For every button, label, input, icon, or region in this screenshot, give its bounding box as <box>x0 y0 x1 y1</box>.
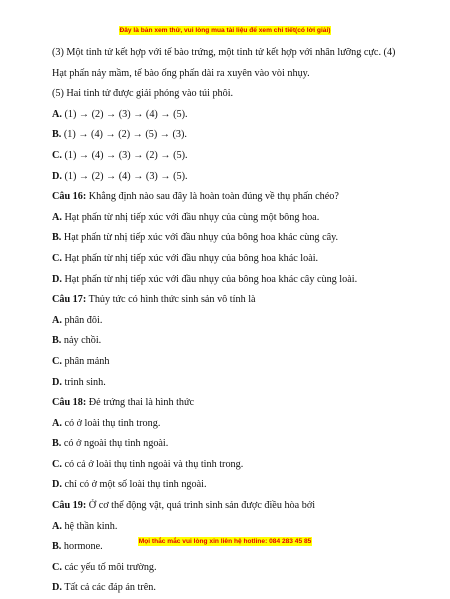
option-text: hệ thần kinh. <box>61 520 118 532</box>
option-label: C. <box>52 252 62 264</box>
answer-option <box>52 270 412 291</box>
question-18 <box>52 393 412 414</box>
question-text: Đẻ trứng thai là hình thức <box>86 397 195 409</box>
line-text: Hạt phấn nảy mầm, tế bào ống phấn dài ra xuyên vào vòi nhụy. <box>52 67 310 79</box>
preview-notice-banner <box>0 26 450 36</box>
option-label: B. <box>52 335 62 347</box>
option-text: Hạt phấn từ nhị tiếp xúc với đầu nhụy của bông hoa khác cây cùng loài. <box>61 273 358 285</box>
option-text: phân đôi. <box>61 314 103 326</box>
answer-option <box>52 434 412 455</box>
option-label: A. <box>52 520 62 532</box>
option-label: D. <box>52 582 62 594</box>
answer-option <box>52 249 412 270</box>
preview-notice-text: Đây là bản xem thử, vui lòng mua tài liệu để xem chi tiết(có lời giải) <box>119 27 331 34</box>
option-text: Tất cả các đáp án trên. <box>61 582 156 594</box>
answer-option <box>52 475 412 496</box>
option-text: (1) → (4) → (2) → (5) → (3). <box>61 129 187 141</box>
answer-option <box>52 311 412 332</box>
option-text: hormone. <box>61 541 103 553</box>
answer-option <box>52 105 412 126</box>
question-label: Câu 17: <box>52 294 87 306</box>
text-line <box>52 43 412 64</box>
option-label: C. <box>52 355 62 367</box>
option-text: (1) → (2) → (3) → (4) → (5). <box>61 108 188 120</box>
question-label: Câu 16: <box>52 191 87 203</box>
hotline-text: Mọi thắc mắc vui lòng xin liên hệ hotline: 084 283 45 85 <box>138 538 312 545</box>
answer-option <box>52 352 412 373</box>
hotline-banner <box>0 537 450 547</box>
question-text: Thủy tức có hình thức sinh sản vô tính là <box>86 294 256 306</box>
answer-option <box>52 455 412 476</box>
answer-option <box>52 373 412 394</box>
option-label: A. <box>52 108 62 120</box>
option-text: (1) → (4) → (3) → (2) → (5). <box>61 149 188 161</box>
question-label: Câu 19: <box>52 500 87 512</box>
answer-option <box>52 517 412 538</box>
option-label: B. <box>52 129 62 141</box>
document-body <box>52 43 412 599</box>
option-label: D. <box>52 376 62 388</box>
option-label: B. <box>52 438 62 450</box>
option-label: C. <box>52 561 62 573</box>
question-label: Câu 18: <box>52 397 87 409</box>
option-text: có ở loài thụ tinh trong. <box>61 417 161 429</box>
option-label: A. <box>52 211 62 223</box>
answer-option <box>52 414 412 435</box>
option-label: D. <box>52 273 62 285</box>
option-text: trinh sinh. <box>61 376 106 388</box>
question-text: Ở cơ thể động vật, quá trình sinh sản được điều hòa bởi <box>86 500 316 512</box>
option-text: Hạt phấn từ nhị tiếp xúc với đầu nhụy của bông hoa khác loài. <box>61 252 319 264</box>
line-text: (3) Một tinh tử kết hợp với tế bào trứng, một tinh tử kết hợp với nhân lưỡng cực. (4) <box>52 47 396 58</box>
answer-option <box>52 125 412 146</box>
option-label: A. <box>52 314 62 326</box>
option-text: Hạt phấn từ nhị tiếp xúc với đầu nhụy của cùng một bông hoa. <box>61 211 320 223</box>
question-17 <box>52 290 412 311</box>
line-text: (5) Hai tinh tử được giải phóng vào túi phôi. <box>52 88 234 100</box>
question-19 <box>52 496 412 517</box>
option-text: nảy chồi. <box>61 335 102 347</box>
answer-option <box>52 167 412 188</box>
option-label: C. <box>52 458 62 470</box>
option-label: D. <box>52 170 62 182</box>
option-text: phân mảnh <box>61 355 110 367</box>
answer-option <box>52 146 412 167</box>
answer-option <box>52 208 412 229</box>
text-line <box>52 84 412 105</box>
option-label: B. <box>52 541 62 553</box>
option-text: chỉ có ở một số loài thụ tinh ngoài. <box>61 479 207 491</box>
option-label: B. <box>52 232 62 244</box>
option-label: A. <box>52 417 62 429</box>
option-text: (1) → (2) → (4) → (3) → (5). <box>61 170 188 182</box>
question-16 <box>52 187 412 208</box>
answer-option <box>52 228 412 249</box>
text-line <box>52 64 412 85</box>
option-label: D. <box>52 479 62 491</box>
answer-option <box>52 331 412 352</box>
answer-option <box>52 558 412 579</box>
option-text: có ở ngoài thụ tinh ngoài. <box>61 438 169 450</box>
option-label: C. <box>52 149 62 161</box>
option-text: các yếu tố môi trường. <box>61 561 157 573</box>
option-text: Hạt phấn từ nhị tiếp xúc với đầu nhụy của bông hoa khác cùng cây. <box>61 232 339 244</box>
option-text: có cả ở loài thụ tinh ngoài và thụ tinh trong. <box>61 458 244 470</box>
question-text: Khẳng định nào sau đây là hoàn toàn đúng về thụ phấn chéo? <box>86 191 339 203</box>
